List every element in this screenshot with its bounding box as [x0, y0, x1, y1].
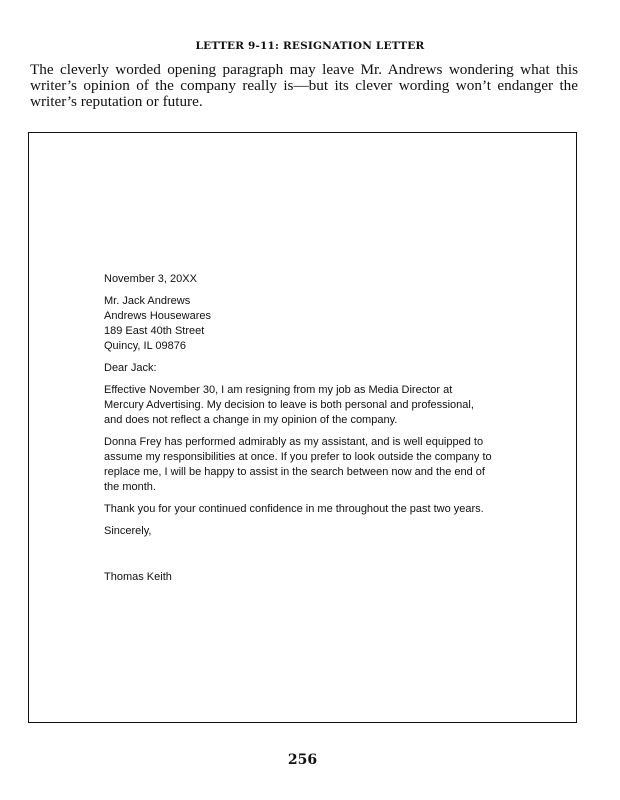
recipient-street: 189 East 40th Street — [104, 325, 205, 337]
letter-body — [104, 272, 504, 585]
page-heading: LETTER 9-11: RESIGNATION LETTER — [195, 40, 425, 52]
recipient-name: Mr. Jack Andrews — [104, 295, 191, 307]
signature-name: Thomas Keith — [104, 571, 172, 583]
inside-address — [104, 294, 504, 354]
salutation: Dear Jack: — [104, 362, 157, 374]
paragraph-2-line: the month. — [104, 481, 156, 493]
paragraph-1-line: and does not reflect a change in my opinion of the company. — [104, 414, 398, 426]
paragraph-1-line: Mercury Advertising. My decision to leave is both personal and professional, — [104, 399, 474, 411]
page-number: 256 — [287, 752, 318, 768]
paragraph-2 — [104, 435, 504, 495]
recipient-company: Andrews Housewares — [104, 310, 211, 322]
closing: Sincerely, — [104, 525, 152, 537]
paragraph-2-line: replace me, I will be happy to assist in the search between now and the end of — [104, 466, 485, 478]
recipient-city: Quincy, IL 09876 — [104, 340, 186, 352]
letter-date: November 3, 20XX — [104, 273, 197, 285]
paragraph-2-line: Donna Frey has performed admirably as my assistant, and is well equipped to — [104, 436, 484, 448]
paragraph-3: Thank you for your continued confidence in me throughout the past two years. — [104, 503, 484, 515]
paragraph-2-line: assume my responsibilities at once. If you prefer to look outside the company to — [104, 451, 492, 463]
paragraph-1 — [104, 383, 504, 428]
intro-paragraph: The cleverly worded opening paragraph may leave Mr. Andrews wondering what this writer’s opinion of the company really is—but its clever wording won’t endanger the writer’s reputation or future. — [30, 61, 578, 110]
paragraph-1-line: Effective November 30, I am resigning from my job as Media Director at — [104, 384, 453, 396]
